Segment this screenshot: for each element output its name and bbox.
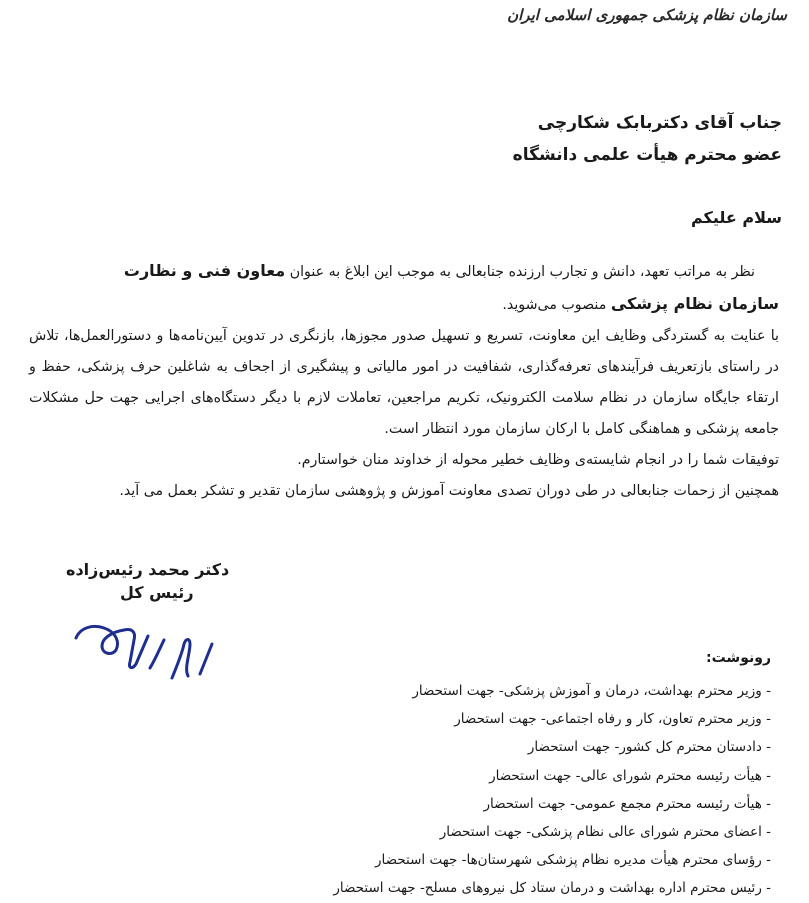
appointment-role: معاون فنی و نظارت — [123, 261, 286, 280]
body-paragraph-thanks: همچنین از زحمات جنابعالی در طی دوران تصدی معاونت آموزش و پژوهشی سازمان تقدیر و تشکر بعمل می آید. — [119, 483, 779, 499]
cc-item: - دادستان محترم کل کشور- جهت استحضار — [527, 739, 771, 756]
cc-item: - هیأت رئیسه محترم شورای عالی- جهت استحضار — [489, 767, 771, 784]
signer-name: دکتر محمد رئیس‌زاده — [66, 560, 230, 579]
cc-item: - وزیر محترم تعاون، کار و رفاه اجتماعی- جهت استحضار — [454, 711, 771, 728]
appointment-organization: سازمان نظام پزشکی — [610, 294, 779, 313]
cc-item: - رئیس محترم اداره بهداشت و درمان ستاد کل نیروهای مسلح- جهت استحضار — [333, 880, 771, 897]
letter-body — [29, 255, 779, 507]
cc-item: - رؤسای محترم هیأت مدیره نظام پزشکی شهرستان‌ها- جهت استحضار — [374, 852, 771, 869]
cc-heading: رونوشت: — [706, 650, 771, 666]
handwritten-signature — [72, 598, 222, 688]
signer-title: رئیس کل — [120, 583, 194, 602]
recipient-name: جناب آقای دکتربابک شکارچی — [537, 113, 782, 133]
organization-letterhead: سازمان نظام پزشکی جمهوری اسلامی ایران — [507, 6, 787, 24]
cc-item: - هیأت رئیسه محترم مجمع عمومی- جهت استحضار — [483, 795, 771, 812]
cc-item: - اعضای محترم شورای عالی نظام پزشکی- جهت استحضار — [439, 824, 771, 841]
body-paragraph-appointment — [29, 255, 779, 321]
cc-item: - وزیر محترم بهداشت، درمان و آموزش پزشکی- جهت استحضار — [412, 683, 771, 699]
salutation: سلام علیکم — [690, 208, 782, 227]
body-paragraph-duties: با عنایت به گستردگی وظایف این معاونت، تسریع و تسهیل صدور مجوزها، بازنگری در تدوین آیین‌نامه‌ها و دستورالعمل‌ها، تلاش در راستای بازتعریف فرآیندهای تعرفه‌گذاری، شفافیت در امور مالیاتی و پیشگیری از اجحاف به شاغلین حرف پزشکی، حفظ و ارتقاء جایگاه سازمان در نظام سلامت الکترونیک، تکریم مراجعین، تعاملات لازم با دیگر دستگاه‌های اجرایی جهت حل مشکلات جامعه پزشکی و هماهنگی کامل با ارکان سازمان مورد انتظار است. — [29, 328, 779, 437]
appointment-text: نظر به مراتب تعهد، دانش و تجارب ارزنده جنابعالی به موجب این ابلاغ به عنوان — [285, 264, 755, 280]
recipient-title: عضو محترم هیأت علمی دانشگاه — [512, 145, 782, 165]
appointment-tail: منصوب می‌شوید. — [502, 297, 611, 313]
body-paragraph-wishes: توفیقات شما را در انجام شایسته‌ی وظایف خطیر محوله از خداوند منان خواستارم. — [297, 452, 779, 468]
cc-list — [333, 677, 771, 903]
